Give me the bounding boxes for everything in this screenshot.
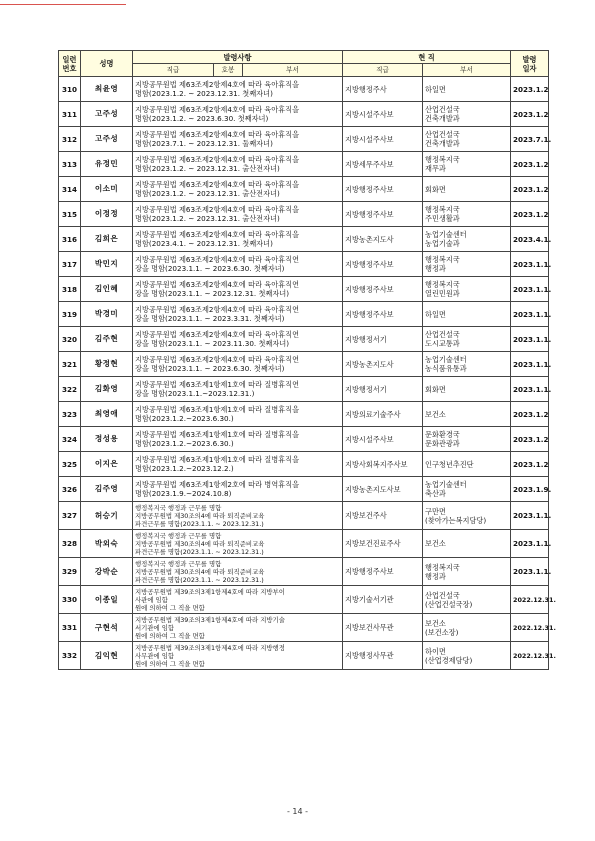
order-line: 명함(2023.1.2. ~ 2023.12.31. 출산전자녀): [135, 214, 280, 223]
row-current-dept: [423, 558, 511, 586]
dept-line: 산업건설국: [425, 105, 460, 114]
row-order: [133, 586, 343, 614]
dept-line: 열린민원과: [425, 289, 460, 298]
row-number: 326: [59, 477, 81, 502]
row-current-dept: [423, 586, 511, 614]
dept-line: 행정복지국: [425, 205, 460, 214]
dept-line: 축산과: [425, 489, 446, 498]
row-number: 329: [59, 558, 81, 586]
row-date: 2022.12.31.: [511, 642, 549, 670]
header-cur-rank: 직급: [343, 64, 423, 77]
row-current-rank: 지방농촌지도사: [343, 352, 423, 377]
row-date: 2023.4.1.: [511, 227, 549, 252]
dept-line: 행정복지국: [425, 562, 460, 572]
header-order-sub: [133, 64, 343, 77]
row-current-dept: [423, 227, 511, 252]
dept-line: (찾아가는복지담당): [425, 515, 487, 525]
row-name: 김주현: [81, 327, 133, 352]
order-line: 지방공무원법 제63조제2항제4호에 따라 육아휴직연: [135, 280, 300, 289]
row-current-rank: 지방행정서기: [343, 327, 423, 352]
row-current-dept: [423, 427, 511, 452]
row-name: 최영애: [81, 402, 133, 427]
row-current-rank: 지방행정주사보: [343, 302, 423, 327]
row-current-rank: 지방행정주사보: [343, 202, 423, 227]
order-line: 명함(2023.1.9.~2024.10.8): [135, 489, 232, 498]
row-date: 2023.1.1.: [511, 302, 549, 327]
order-line: 원에 의하여 그 직을 면함: [135, 603, 205, 612]
row-order: [133, 277, 343, 302]
header-order: 발령사항: [133, 51, 343, 64]
row-current-dept: [423, 202, 511, 227]
dept-line: (보건소장): [425, 627, 459, 637]
row-current-dept: [423, 402, 511, 427]
order-line: 명함(2023.1.2. ~ 2023.12.31. 출산전자녀): [135, 189, 280, 198]
row-name: 최윤영: [81, 77, 133, 102]
dept-line: 문화환경국: [425, 430, 460, 439]
order-line: 파견근무를 명함(2023.1.1. ~ 2023.12.31.): [135, 575, 264, 584]
table-row: [59, 502, 549, 530]
order-line: 지방공무원법 제39조의3제1항제4호에 따라 지방부이: [135, 587, 285, 596]
row-number: 311: [59, 102, 81, 127]
row-name: 구현석: [81, 614, 133, 642]
row-current-rank: 지방행정서기: [343, 377, 423, 402]
row-number: 316: [59, 227, 81, 252]
dept-line: 행정복지국: [425, 155, 460, 164]
dept-line: 산업건설국: [425, 330, 460, 339]
row-current-rank: 지방농촌지도사: [343, 227, 423, 252]
row-current-dept: [423, 252, 511, 277]
header-date: 발령 일자: [511, 51, 549, 77]
order-line: 지방공무원법 제39조의3제1항제4호에 따라 지방행정: [135, 643, 285, 652]
order-line: 파견근무를 명함(2023.1.1. ~ 2023.12.31.): [135, 547, 264, 556]
dept-line: (산업건설국장): [425, 599, 473, 609]
dept-line: 보건소: [425, 409, 446, 419]
row-order: [133, 152, 343, 177]
row-current-dept: [423, 327, 511, 352]
header-rank: 직급: [166, 65, 180, 74]
header-dept: 부서: [286, 65, 299, 74]
dept-line: 보건소: [425, 618, 446, 628]
row-current-rank: 지방행정주사보: [343, 558, 423, 586]
row-order: [133, 377, 343, 402]
row-date: 2023.1.9.: [511, 477, 549, 502]
row-current-rank: 지방행정주사보: [343, 252, 423, 277]
order-line: 지방공무원법 제63조제2항제4호에 따라 육아휴직을: [135, 80, 300, 89]
row-number: 313: [59, 152, 81, 177]
order-line: 사관에 임함: [135, 595, 168, 604]
row-number: 323: [59, 402, 81, 427]
order-line: 지방공무원법 제30조의4에 따라 퇴직준비교육: [135, 511, 265, 520]
row-name: 이지은: [81, 452, 133, 477]
row-date: 2023.1.2: [511, 402, 549, 427]
order-line: 지방공무원법 제63조제1항제2호에 따라 병역휴직을: [135, 480, 300, 489]
dept-line: 회화면: [425, 184, 446, 194]
table-row: [59, 586, 549, 614]
header-current: 현 직: [343, 51, 511, 64]
row-current-dept: [423, 477, 511, 502]
row-date: 2023.1.1.: [511, 327, 549, 352]
row-date: 2023.1.1.: [511, 352, 549, 377]
page-number: - 14 -: [286, 807, 309, 816]
row-number: 312: [59, 127, 81, 152]
dept-line: 농식품유통과: [425, 364, 467, 373]
row-number: 320: [59, 327, 81, 352]
row-current-dept: [423, 352, 511, 377]
row-current-dept: [423, 377, 511, 402]
row-order: [133, 202, 343, 227]
row-order: [133, 452, 343, 477]
order-line: 지방공무원법 제39조의3제1항제4호에 따라 지방기술: [135, 615, 285, 624]
order-line: 장을 명함(2023.1.1. ~ 2023.6.30. 첫째자녀): [135, 364, 285, 373]
row-number: 314: [59, 177, 81, 202]
row-date: 2023.1.2: [511, 177, 549, 202]
row-current-dept: [423, 530, 511, 558]
order-line: 행정복지국 행정과 근무를 명함: [135, 531, 222, 540]
row-name: 이정정: [81, 202, 133, 227]
row-date: 2023.1.1.: [511, 252, 549, 277]
dept-line: 주민생활과: [425, 214, 460, 223]
row-number: 317: [59, 252, 81, 277]
row-current-dept: [423, 302, 511, 327]
row-order: [133, 614, 343, 642]
dept-line: 구만면: [425, 506, 446, 516]
row-current-dept: [423, 277, 511, 302]
order-line: 지방공무원법 제30조의4에 따라 퇴직준비교육: [135, 567, 265, 576]
table-row: [59, 252, 549, 277]
order-line: 명함(2023.1.2.~2023.12.2.): [135, 464, 234, 473]
table-row: [59, 352, 549, 377]
table-body: [59, 77, 556, 670]
row-number: 321: [59, 352, 81, 377]
dept-line: 도시교통과: [425, 339, 460, 348]
row-order: [133, 177, 343, 202]
order-line: 명함(2023.1.2. ~ 2023.6.30. 첫째자녀): [135, 114, 269, 123]
row-name: 허승기: [81, 502, 133, 530]
table-row: [59, 614, 549, 642]
row-name: 김주영: [81, 477, 133, 502]
row-number: 318: [59, 277, 81, 302]
row-order: [133, 502, 343, 530]
dept-line: 농업기술센터: [425, 230, 467, 239]
order-line: 지방공무원법 제30조의4에 따라 퇴직준비교육: [135, 539, 265, 548]
dept-line: (산업경제담당): [425, 655, 473, 665]
row-current-rank: 지방행정주사보: [343, 277, 423, 302]
row-order: [133, 302, 343, 327]
order-line: 명함(2023.1.2. ~ 2023.12.31. 출산전자녀): [135, 164, 280, 173]
table-row: [59, 642, 549, 670]
row-number: 327: [59, 502, 81, 530]
order-line: 서기관에 임함: [135, 623, 175, 632]
row-date: 2023.1.1.: [511, 530, 549, 558]
table-row: [59, 477, 549, 502]
row-number: 319: [59, 302, 81, 327]
dept-line: 인구청년추진단: [425, 459, 474, 469]
order-line: 지방공무원법 제63조제2항제4호에 따라 육아휴직연: [135, 330, 300, 339]
dept-line: 하일면: [425, 309, 446, 319]
row-current-dept: [423, 102, 511, 127]
row-date: 2023.1.2: [511, 77, 549, 102]
order-line: 원에 의하여 그 직을 면함: [135, 631, 205, 640]
row-order: [133, 642, 343, 670]
order-line: 지방공무원법 제63조제2항제4호에 따라 육아휴직을: [135, 230, 300, 239]
row-number: 315: [59, 202, 81, 227]
row-date: 2023.1.1.: [511, 502, 549, 530]
dept-line: 산업건설국: [425, 130, 460, 139]
header-grade: 호봉: [213, 64, 243, 76]
table-row: [59, 558, 549, 586]
order-line: 장을 명함(2023.1.1. ~ 2023.11.30. 첫째자녀): [135, 339, 290, 348]
order-line: 지방공무원법 제63조제2항제4호에 따라 육아휴직을: [135, 205, 300, 214]
order-line: 지방공무원법 제63조제2항제4호에 따라 육아휴직을: [135, 155, 300, 164]
header-name: 성명: [81, 51, 133, 77]
row-name: 김인혜: [81, 277, 133, 302]
order-line: 파견근무를 명함(2023.1.1. ~ 2023.12.31.): [135, 519, 264, 528]
row-current-dept: [423, 642, 511, 670]
row-date: 2023.1.1.: [511, 277, 549, 302]
row-order: [133, 227, 343, 252]
row-name: 황정현: [81, 352, 133, 377]
order-line: 명함(2023.1.2.~2023.6.30.): [135, 439, 234, 448]
row-current-rank: 지방행정주사보: [343, 177, 423, 202]
row-current-rank: 지방기술서기관: [343, 586, 423, 614]
dept-line: 건축개발과: [425, 139, 460, 148]
row-number: 322: [59, 377, 81, 402]
table-row: [59, 530, 549, 558]
row-name: 강박순: [81, 558, 133, 586]
table-header-row: [59, 51, 549, 64]
row-name: 박외숙: [81, 530, 133, 558]
order-line: 명함(2023.7.1. ~ 2023.12.31. 둘째자녀): [135, 139, 273, 148]
row-order: [133, 127, 343, 152]
row-current-rank: 지방시설주사보: [343, 127, 423, 152]
row-date: 2023.1.2: [511, 102, 549, 127]
table-row: [59, 277, 549, 302]
table-row: [59, 202, 549, 227]
row-name: 이소미: [81, 177, 133, 202]
row-current-rank: 지방보건진료주사: [343, 530, 423, 558]
dept-line: 하일면: [425, 84, 446, 94]
row-name: 유정민: [81, 152, 133, 177]
order-line: 지방공무원법 제63조제1항제1호에 따라 질병휴직을: [135, 455, 300, 464]
row-order: [133, 352, 343, 377]
table-row: [59, 402, 549, 427]
row-number: 330: [59, 586, 81, 614]
order-line: 행정복지국 행정과 근무를 명함: [135, 503, 222, 512]
row-date: 2023.1.2: [511, 152, 549, 177]
order-line: 명함(2023.1.2.~2023.6.30.): [135, 414, 234, 423]
row-date: 2023.1.2: [511, 452, 549, 477]
dept-line: 행정과: [425, 264, 446, 273]
dept-line: 회화면: [425, 384, 446, 394]
row-date: 2023.1.2: [511, 202, 549, 227]
table-row: [59, 102, 549, 127]
order-line: 지방공무원법 제63조제2항제4호에 따라 육아휴직연: [135, 255, 300, 264]
order-line: 장을 명함(2023.1.1. ~ 2023.3.31. 첫째자녀): [135, 314, 285, 323]
row-current-rank: 지방행정주사: [343, 77, 423, 102]
order-line: 사무관에 임함: [135, 651, 175, 660]
row-date: 2022.12.31.: [511, 586, 549, 614]
header-cur-dept: 부서: [423, 64, 511, 77]
order-line: 명함(2023.1.2. ~ 2023.12.31. 첫째자녀): [135, 89, 273, 98]
dept-line: 하이면: [425, 646, 446, 656]
table-row: [59, 302, 549, 327]
table-row: [59, 327, 549, 352]
row-number: 332: [59, 642, 81, 670]
row-name: 김희은: [81, 227, 133, 252]
row-current-rank: 지방행정사무관: [343, 642, 423, 670]
dept-line: 행정복지국: [425, 255, 460, 264]
row-current-rank: 지방보건사무관: [343, 614, 423, 642]
order-line: 지방공무원법 제63조제2항제4호에 따라 육아휴직을: [135, 105, 300, 114]
order-line: 지방공무원법 제63조제2항제4호에 따라 육아휴직연: [135, 305, 300, 314]
table-row: [59, 152, 549, 177]
order-line: 원에 의하여 그 직을 면함: [135, 659, 205, 668]
dept-line: 농업기술과: [425, 239, 460, 248]
row-number: 324: [59, 427, 81, 452]
row-name: 이종일: [81, 586, 133, 614]
row-number: 331: [59, 614, 81, 642]
row-date: 2023.1.1.: [511, 558, 549, 586]
row-order: [133, 102, 343, 127]
row-name: 고주성: [81, 127, 133, 152]
order-line: 행정복지국 행정과 근무를 명함: [135, 559, 222, 568]
row-order: [133, 327, 343, 352]
row-current-dept: [423, 177, 511, 202]
dept-line: 농업기술센터: [425, 480, 467, 489]
row-current-dept: [423, 614, 511, 642]
row-current-rank: 지방농촌지도사보: [343, 477, 423, 502]
row-number: 310: [59, 77, 81, 102]
row-current-rank: 지방세무주사보: [343, 152, 423, 177]
row-number: 325: [59, 452, 81, 477]
row-name: 정성용: [81, 427, 133, 452]
order-line: 지방공무원법 제63조제2항제4호에 따라 육아휴직연: [135, 355, 300, 364]
row-current-rank: 지방시설주사보: [343, 427, 423, 452]
order-line: 지방공무원법 제63조제2항제4호에 따라 육아휴직을: [135, 180, 300, 189]
row-name: 김익현: [81, 642, 133, 670]
dept-line: 행정복지국: [425, 280, 460, 289]
order-line: 지방공무원법 제63조제1항제1호에 따라 질병휴직을: [135, 405, 300, 414]
row-name: 김화영: [81, 377, 133, 402]
row-order: [133, 252, 343, 277]
row-date: 2023.1.2: [511, 427, 549, 452]
row-date: 2023.1.1.: [511, 377, 549, 402]
table-row: [59, 77, 549, 102]
row-order: [133, 530, 343, 558]
row-current-dept: [423, 127, 511, 152]
row-current-rank: 지방의료기술주사: [343, 402, 423, 427]
order-line: 장을 명함(2023.1.1. ~ 2023.12.31. 첫째자녀): [135, 289, 290, 298]
row-order: [133, 402, 343, 427]
header-no: 일련 번호: [59, 51, 81, 77]
table-subheader-row: [59, 64, 549, 77]
row-number: 328: [59, 530, 81, 558]
row-name: 박경미: [81, 302, 133, 327]
row-order: [133, 477, 343, 502]
row-current-rank: 지방시설주사보: [343, 102, 423, 127]
dept-line: 농업기술센터: [425, 355, 467, 364]
dept-line: 문화관광과: [425, 439, 460, 448]
table-row: [59, 377, 549, 402]
row-current-rank: 지방사회복지주사보: [343, 452, 423, 477]
order-line: 장을 명함(2023.1.1.~2023.12.31.): [135, 389, 255, 398]
row-order: [133, 77, 343, 102]
order-line: 명함(2023.4.1. ~ 2023.12.31. 첫째자녀): [135, 239, 273, 248]
row-current-dept: [423, 502, 511, 530]
dept-line: 산업건설국: [425, 590, 460, 600]
dept-line: 건축개발과: [425, 114, 460, 123]
dept-line: 행정과: [425, 571, 446, 581]
row-order: [133, 558, 343, 586]
row-date: 2023.7.1.: [511, 127, 549, 152]
table-row: [59, 177, 549, 202]
row-order: [133, 427, 343, 452]
dept-line: 재무과: [425, 164, 446, 173]
order-line: 지방공무원법 제63조제2항제4호에 따라 육아휴직을: [135, 130, 300, 139]
order-line: 장을 명함(2023.1.1. ~ 2023.6.30. 첫째자녀): [135, 264, 285, 273]
row-current-rank: 지방보건주사: [343, 502, 423, 530]
row-name: 고주성: [81, 102, 133, 127]
table-row: [59, 452, 549, 477]
row-current-dept: [423, 152, 511, 177]
table-row: [59, 227, 549, 252]
dept-line: 보건소: [425, 539, 446, 548]
row-name: 박민지: [81, 252, 133, 277]
order-line: 지방공무원법 제63조제1항제1호에 따라 질병휴직연: [135, 380, 300, 389]
row-current-dept: [423, 452, 511, 477]
top-accent-line: [0, 4, 126, 5]
row-date: 2022.12.31.: [511, 614, 549, 642]
personnel-order-table: [58, 50, 556, 670]
order-line: 지방공무원법 제63조제1항제1호에 따라 질병휴직을: [135, 430, 300, 439]
table-row: [59, 127, 549, 152]
row-current-dept: [423, 77, 511, 102]
table-row: [59, 427, 549, 452]
